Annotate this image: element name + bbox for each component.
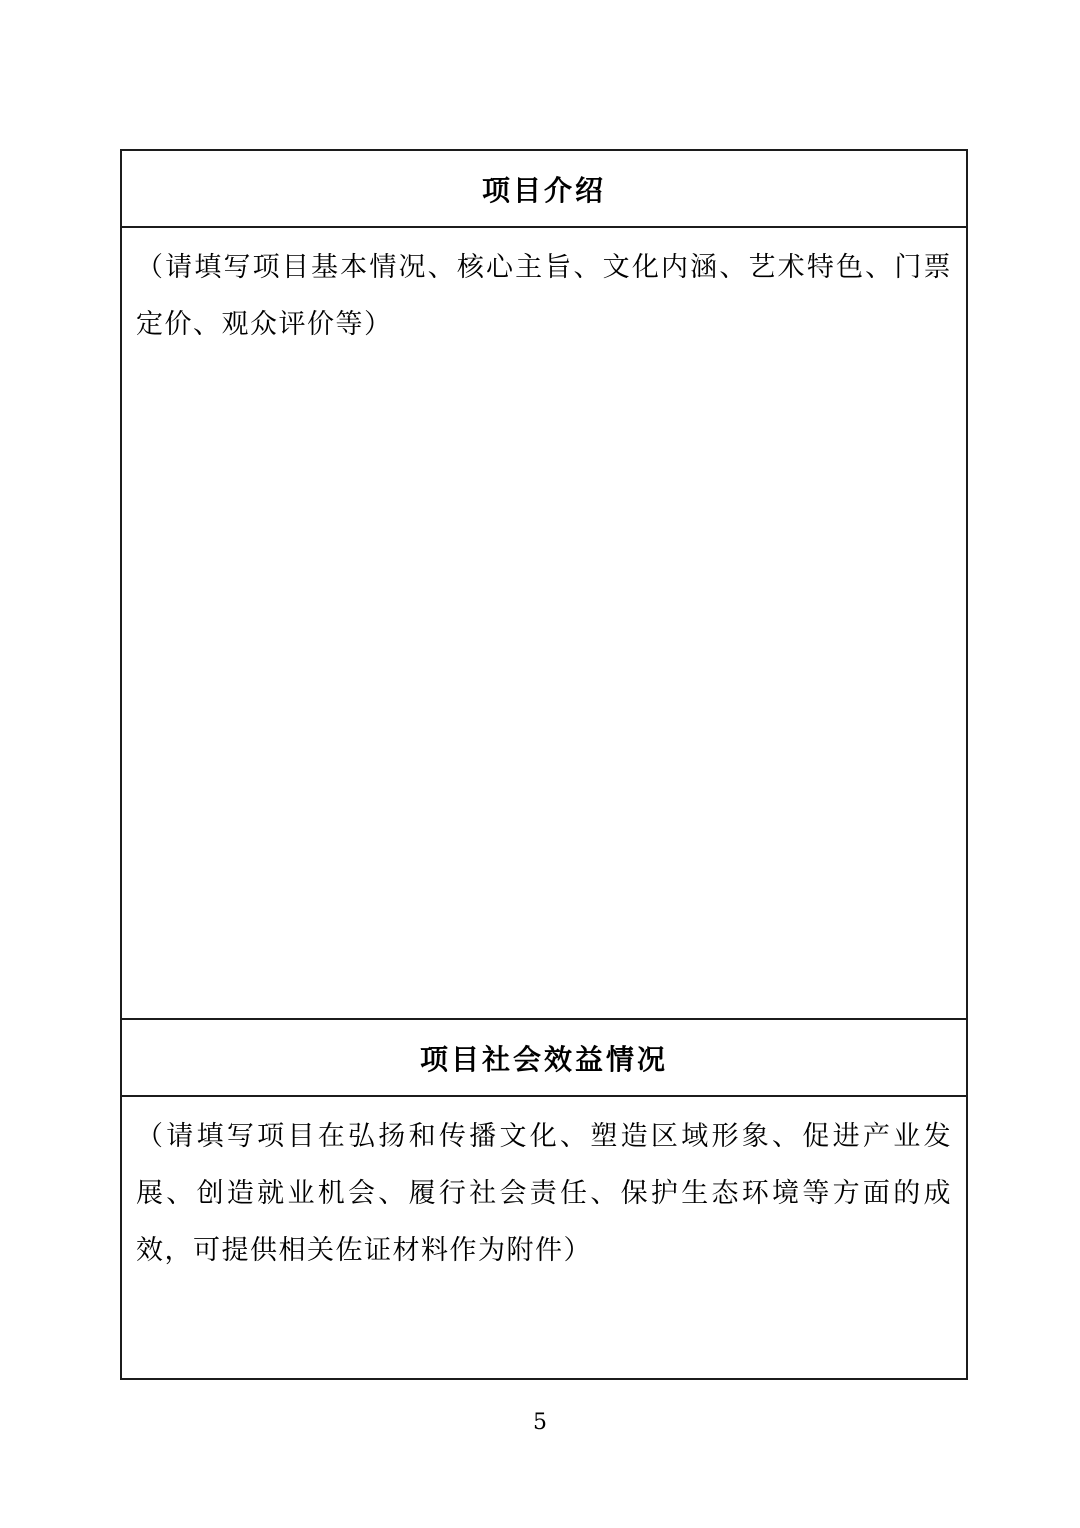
project-form-table [120,149,968,1380]
project-intro-fill-cell[interactable] [122,228,966,1020]
page-number: 5 [533,1410,547,1435]
project-intro-title: 项目介绍 [481,173,606,207]
social-benefit-hint-text: （请填写项目在弘扬和传播文化、塑造区域形象、促进产业发展、创造就业机会、履行社会责任、保护生态环境等方面的成效，可提供相关佐证材料作为附件） [136,1121,952,1266]
project-intro-hint-text: （请填写项目基本情况、核心主旨、文化内涵、艺术特色、门票定价、观众评价等） [136,252,952,340]
section-header-project-intro [122,151,966,228]
social-benefit-title: 项目社会效益情况 [419,1042,668,1076]
section-header-social-benefit [122,1020,966,1097]
social-benefit-fill-cell[interactable] [122,1097,966,1378]
